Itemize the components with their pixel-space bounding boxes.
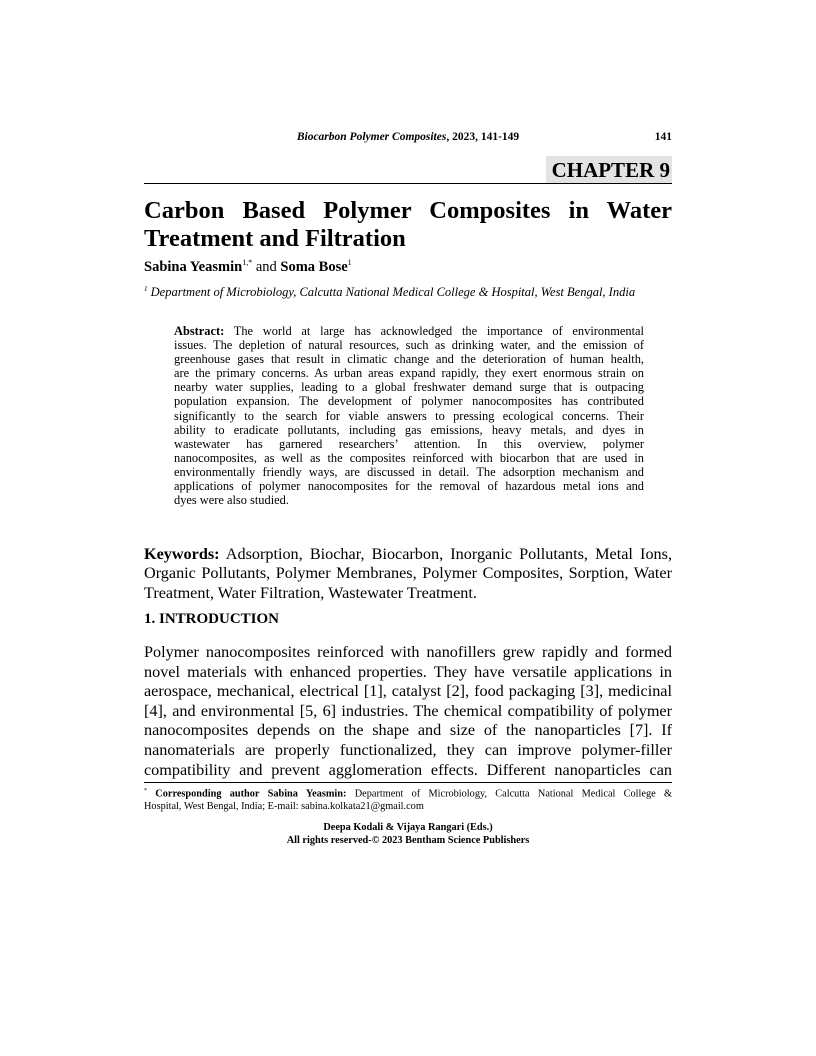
abstract-line: issues. The depletion of natural resources, such as drinking water, and the emission of <box>174 338 644 353</box>
paragraph-line: nanocomposites depends on the shape and size of the nanoparticles [7]. If <box>144 721 672 740</box>
title-line: Carbon Based Polymer Composites in Water <box>144 197 672 224</box>
author-name: Soma Bose <box>280 258 348 275</box>
abstract-line: nearby water supplies, leading to a global freshwater demand surge that is outpacing <box>174 380 644 395</box>
keywords-text: Adsorption, Biochar, Biocarbon, Inorganic Pollutants, Metal Ions, <box>219 545 672 563</box>
chapter-title <box>144 197 672 253</box>
footnote <box>144 785 672 813</box>
abstract-line: ability to eradicate pollutants, including gas emissions, heavy metals, and dyes in <box>174 422 644 437</box>
footnote-line <box>144 785 672 801</box>
author-conjunction: and <box>252 258 281 275</box>
abstract-line: applications of polymer nanocomposites for the removal of hazardous metal ions and <box>174 479 644 494</box>
editors: Deepa Kodali & Vijaya Rangari (Eds.) <box>323 822 493 833</box>
paragraph-line: Polymer nanocomposites reinforced with nanofillers grew rapidly and formed <box>144 643 672 661</box>
keywords-line: Organic Pollutants, Polymer Membranes, Polymer Composites, Sorption, Water <box>144 564 672 583</box>
page-footer <box>144 822 672 847</box>
paragraph-line: nanomaterials are properly functionalized, they can improve polymer-filler <box>144 740 672 759</box>
abstract-label: Abstract: <box>174 324 225 338</box>
keywords-line: Treatment, Water Filtration, Wastewater Treatment. <box>144 583 477 602</box>
authors <box>144 258 352 276</box>
abstract-line <box>174 324 644 338</box>
chapter-label: CHAPTER 9 <box>546 156 672 183</box>
affiliation-text: Department of Microbiology, Calcutta National Medical College & Hospital, West Bengal, India <box>147 285 636 300</box>
journal-name: Biocarbon Polymer Composites <box>296 131 447 143</box>
header-rule <box>144 183 672 184</box>
title-line: Treatment and Filtration <box>144 225 406 252</box>
page-number: 141 <box>654 131 672 143</box>
author-superscript: 1,* <box>242 258 253 267</box>
affiliation <box>144 285 635 300</box>
paragraph-line: novel materials with enhanced properties. They have versatile applications in <box>144 662 672 681</box>
paragraph-line: aerospace, mechanical, electrical [1], catalyst [2], food packaging [3], medicinal <box>144 682 672 701</box>
abstract-line: nanocomposites, as well as the composites reinforced with biocarbon that are used in <box>174 450 644 465</box>
abstract-line: environmentally friendly ways, are discussed in detail. The adsorption mechanism and <box>174 464 644 479</box>
footnote-rule <box>144 782 672 783</box>
abstract-line: greenhouse gases that result in climatic change and the deterioration of human health, <box>174 352 644 367</box>
abstract <box>174 324 644 507</box>
abstract-line: significantly to the search for viable answers to pressing ecological concerns. Their <box>174 408 644 423</box>
footnote-marker: * <box>144 788 147 794</box>
abstract-line: dyes were also studied. <box>174 493 289 508</box>
journal-citation <box>144 131 672 143</box>
keywords-line <box>144 545 672 564</box>
keywords-label: Keywords: <box>144 545 220 563</box>
introduction-paragraph <box>144 643 672 780</box>
section-heading: 1. INTRODUCTION <box>144 611 280 627</box>
author-name: Sabina Yeasmin <box>144 258 243 275</box>
copyright: All rights reserved-© 2023 Bentham Science Publishers <box>286 834 530 846</box>
paragraph-line: [4], and environmental [5, 6] industries. The chemical compatibility of polymer <box>144 701 672 720</box>
abstract-line: population expansion. The development of polymer nanocomposites has contributed <box>174 394 644 409</box>
footnote-label: Corresponding author Sabina Yeasmin: <box>147 788 347 800</box>
paragraph-line: compatibility and prevent agglomeration effects. Different nanoparticles can <box>144 760 672 779</box>
affiliation-superscript: 1 <box>144 285 148 293</box>
abstract-line: are the primary concerns. As urban areas expand rapidly, they exert enormous strain on <box>174 366 644 381</box>
keywords <box>144 545 672 603</box>
author-superscript: 1 <box>347 258 352 267</box>
abstract-line: wastewater has garnered researchers’ attention. In this overview, polymer <box>174 436 644 451</box>
abstract-text: The world at large has acknowledged the importance of environmental <box>224 324 644 338</box>
footnote-text: Department of Microbiology, Calcutta National Medical College & <box>346 788 672 800</box>
footnote-line: Hospital, West Bengal, India; E-mail: sabina.kolkata21@gmail.com <box>144 800 424 812</box>
journal-details: , 2023, 141-149 <box>446 131 520 143</box>
